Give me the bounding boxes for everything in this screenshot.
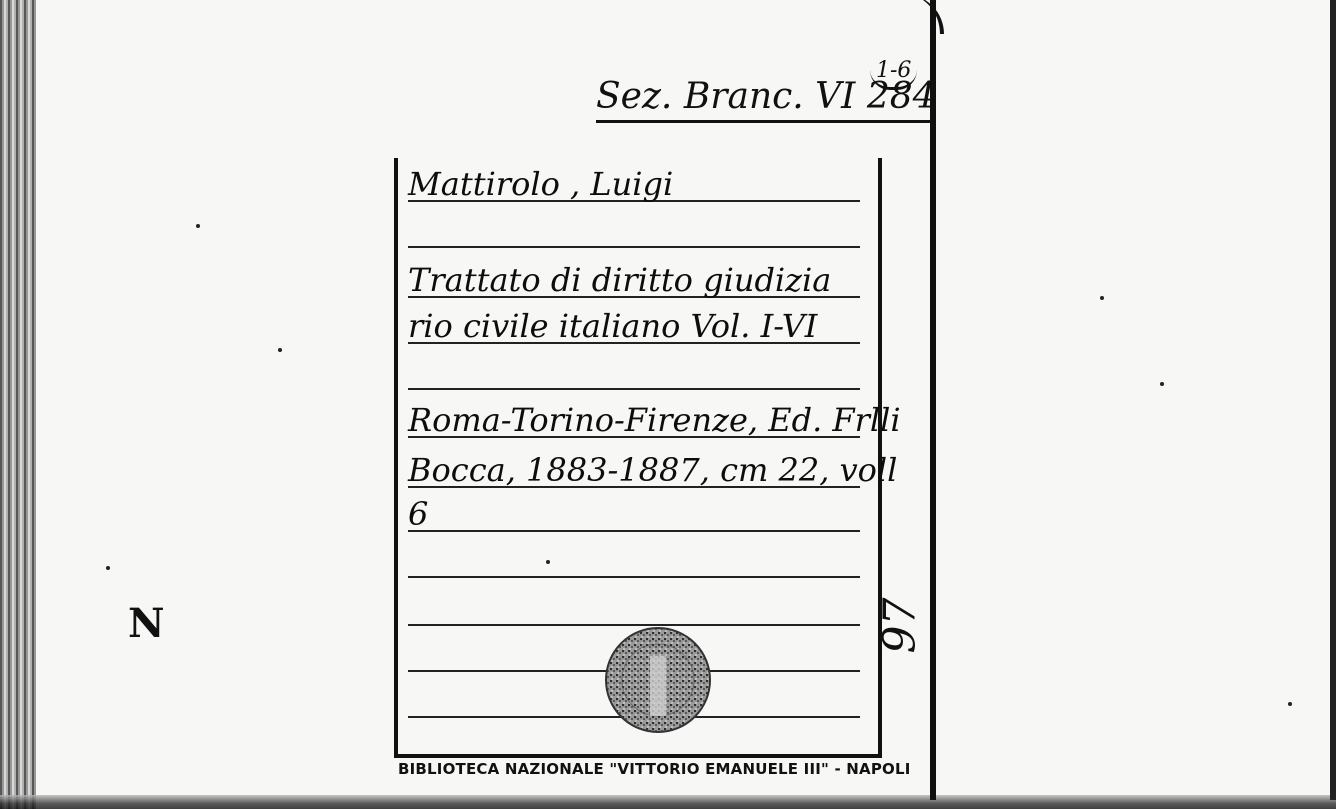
scan-speck [106, 566, 110, 570]
title-line-1: Trattato di diritto giudizia [408, 261, 832, 299]
imprint-line-1: Roma-Torino-Firenze, Ed. Frlli [408, 401, 901, 439]
scan-bottom-edge [0, 795, 1336, 809]
scan-left-edge [0, 0, 36, 809]
scan-right-edge [1330, 0, 1336, 800]
ruled-line [408, 246, 860, 248]
side-letter: N [128, 600, 165, 647]
card-fold-curve [900, 0, 944, 34]
scan-speck [1160, 382, 1164, 386]
ruled-line [408, 530, 860, 532]
scan-speck [278, 348, 282, 352]
margin-number: 97 [874, 597, 926, 654]
ruled-line [408, 576, 860, 578]
scan-speck [1288, 702, 1292, 706]
imprint-line-3: 6 [408, 495, 429, 533]
imprint-line-2: Bocca, 1883-1887, cm 22, voll [408, 451, 898, 489]
ruled-line [408, 388, 860, 390]
shelfmark-superscript: 1-6 [870, 58, 917, 90]
library-stamp-icon [604, 626, 712, 734]
author-entry: Mattirolo , Luigi [408, 165, 674, 203]
title-line-2: rio civile italiano Vol. I-VI [408, 307, 818, 345]
shelfmark: Sez. Branc. VI 284 [596, 76, 936, 123]
scan-speck [546, 560, 550, 564]
scan-speck [1100, 296, 1104, 300]
library-footer: BIBLIOTECA NAZIONALE "VITTORIO EMANUELE III" - NAPOLI [398, 760, 911, 778]
scan-speck [196, 224, 200, 228]
